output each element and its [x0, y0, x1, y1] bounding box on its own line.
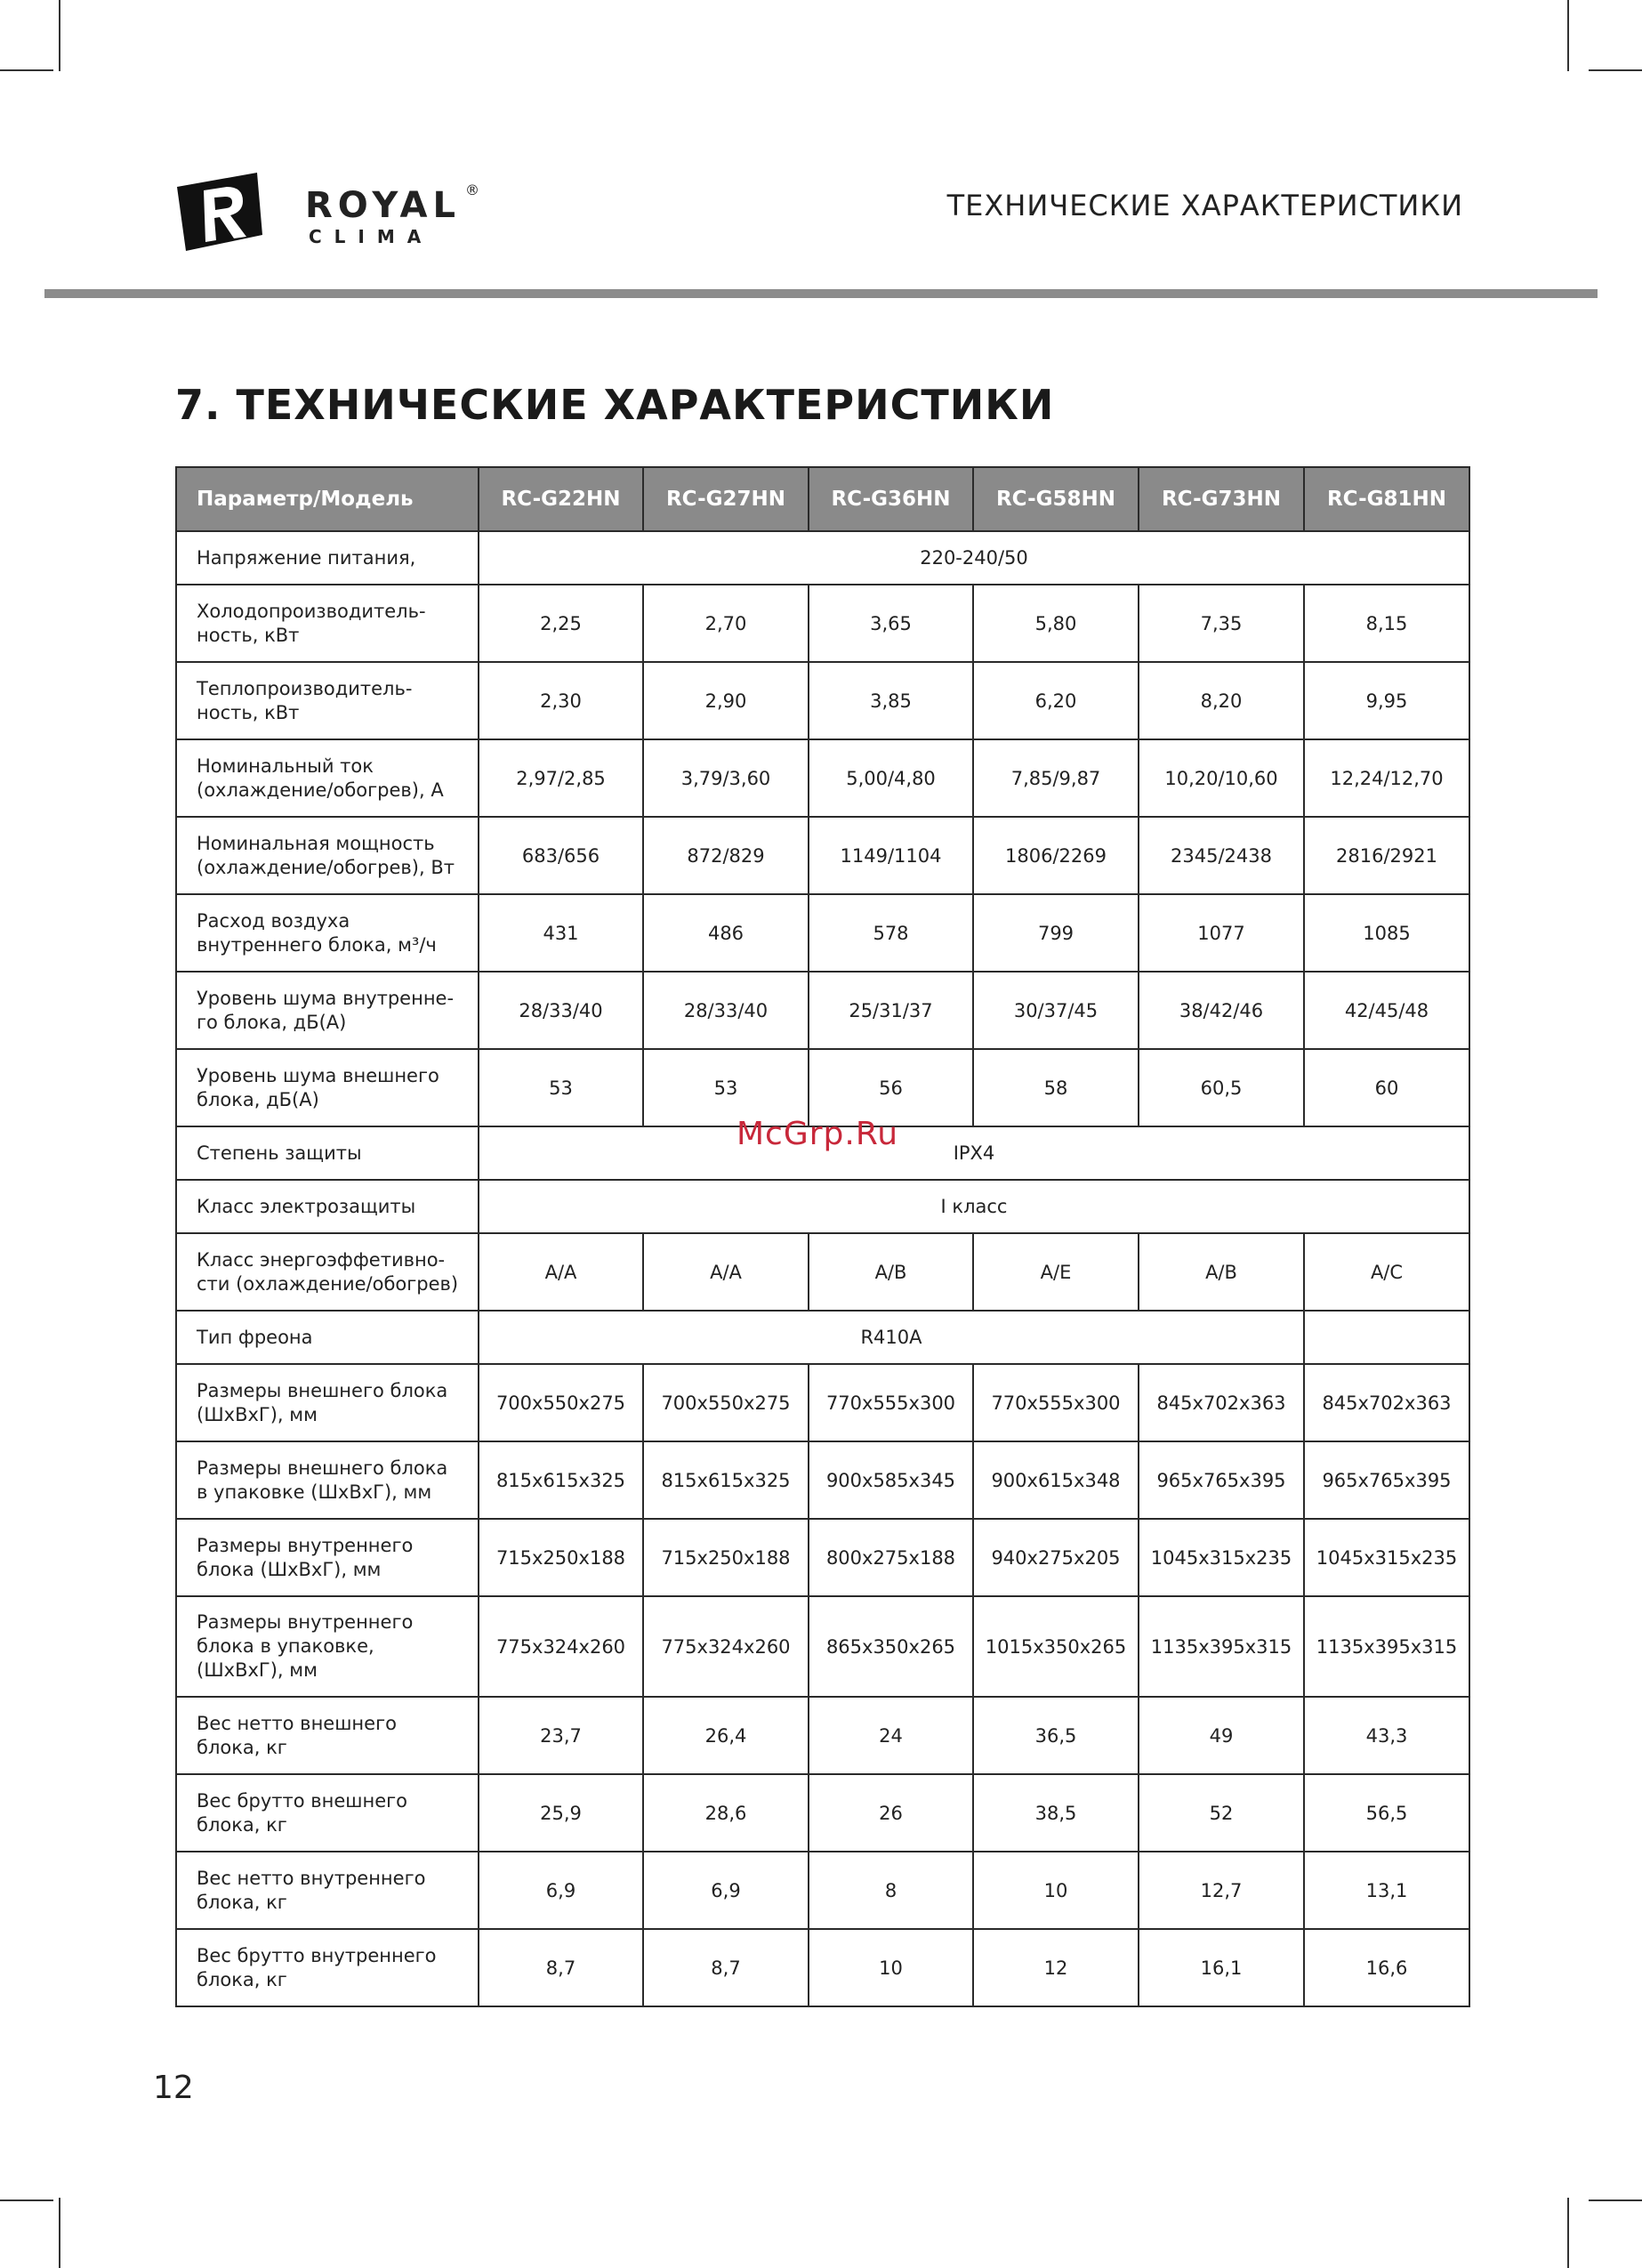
param-line: Вес нетто внутреннего	[197, 1867, 426, 1889]
value-cell: 7,85/9,87	[973, 739, 1139, 817]
value-cell: 38,5	[973, 1774, 1139, 1852]
header-cell: RC-G58HN	[973, 467, 1139, 531]
header-section-label: ТЕХНИЧЕСКИЕ ХАРАКТЕРИСТИКИ	[946, 189, 1463, 222]
param-line: Размеры внешнего блока	[197, 1379, 448, 1401]
value-cell: 799	[973, 894, 1139, 972]
param-line: (ШхВхГ), мм	[197, 1659, 318, 1681]
param-cell	[176, 662, 479, 739]
param-line: ность, кВт	[197, 624, 300, 646]
param-cell	[176, 1774, 479, 1852]
param-line: Номинальная мощность	[197, 832, 435, 854]
table-row	[176, 972, 1469, 1049]
value-cell: 28/33/40	[479, 972, 643, 1049]
brand-logo	[173, 169, 494, 267]
value-cell: 3,85	[809, 662, 973, 739]
header-cell: RC-G27HN	[643, 467, 809, 531]
value-cell: 24	[809, 1697, 973, 1774]
header-rule	[44, 289, 1598, 298]
table-row	[176, 1364, 1469, 1441]
param-cell	[176, 1311, 479, 1364]
value-cell: 2,25	[479, 585, 643, 662]
table-row	[176, 662, 1469, 739]
param-cell	[176, 972, 479, 1049]
value-cell: 715x250x188	[643, 1519, 809, 1596]
table-row	[176, 531, 1469, 585]
table-row	[176, 1596, 1469, 1697]
value-cell: 16,1	[1139, 1929, 1304, 2006]
value-cell: 12	[973, 1929, 1139, 2006]
table-row	[176, 1311, 1469, 1364]
value-cell: 3,79/3,60	[643, 739, 809, 817]
value-cell: 775x324x260	[643, 1596, 809, 1697]
value-cell: A/E	[973, 1233, 1139, 1311]
value-cell: 5,00/4,80	[809, 739, 973, 817]
value-cell: 28,6	[643, 1774, 809, 1852]
value-cell: 6,9	[643, 1852, 809, 1929]
param-line: ность, кВт	[197, 701, 300, 723]
value-cell: 26	[809, 1774, 973, 1852]
param-cell	[176, 894, 479, 972]
value-cell: 220-240/50	[479, 531, 1469, 585]
param-line: (ШхВхГ), мм	[197, 1403, 318, 1425]
value-cell: 30/37/45	[973, 972, 1139, 1049]
value-cell: 1045x315x235	[1304, 1519, 1469, 1596]
param-cell	[176, 531, 479, 585]
value-cell: 2816/2921	[1304, 817, 1469, 894]
value-cell: 770x555x300	[973, 1364, 1139, 1441]
value-cell: 8,15	[1304, 585, 1469, 662]
value-cell: 965x765x395	[1139, 1441, 1304, 1519]
value-cell	[1304, 1311, 1469, 1364]
value-cell: A/B	[1139, 1233, 1304, 1311]
value-cell: 60	[1304, 1049, 1469, 1126]
param-line: (охлаждение/обогрев), Вт	[197, 856, 455, 878]
header-cell: Параметр/Модель	[176, 467, 479, 531]
param-line: внутреннего блока, м³/ч	[197, 933, 437, 956]
crop-mark	[0, 69, 53, 71]
param-line: го блока, дБ(А)	[197, 1011, 347, 1033]
value-cell: I класс	[479, 1180, 1469, 1233]
value-cell: 36,5	[973, 1697, 1139, 1774]
value-cell: 900x615x348	[973, 1441, 1139, 1519]
value-cell: 872/829	[643, 817, 809, 894]
table-row	[176, 1519, 1469, 1596]
value-cell: 12,24/12,70	[1304, 739, 1469, 817]
param-line: Вес брутто внутреннего	[197, 1944, 437, 1966]
table-row	[176, 1697, 1469, 1774]
page-number: 12	[153, 2070, 194, 2106]
value-cell: 8,7	[643, 1929, 809, 2006]
value-cell: 775x324x260	[479, 1596, 643, 1697]
value-cell: 845x702x363	[1139, 1364, 1304, 1441]
param-line: Напряжение питания,	[197, 546, 416, 569]
param-line: блока, кг	[197, 1968, 287, 1990]
value-cell: 2,90	[643, 662, 809, 739]
table-row	[176, 817, 1469, 894]
table-row	[176, 585, 1469, 662]
param-line: Теплопроизводитель-	[197, 677, 413, 699]
value-cell: 6,9	[479, 1852, 643, 1929]
value-cell: 1085	[1304, 894, 1469, 972]
value-cell: 865x350x265	[809, 1596, 973, 1697]
value-cell: 2345/2438	[1139, 817, 1304, 894]
value-cell: 58	[973, 1049, 1139, 1126]
param-line: блока, дБ(А)	[197, 1088, 319, 1110]
value-cell: 1045x315x235	[1139, 1519, 1304, 1596]
logo-r-icon	[173, 169, 262, 254]
param-cell	[176, 1126, 479, 1180]
value-cell: 431	[479, 894, 643, 972]
table-row	[176, 894, 1469, 972]
value-cell: 10,20/10,60	[1139, 739, 1304, 817]
logo-clima-text: CLIMA	[309, 226, 434, 247]
param-line: Класс электрозащиты	[197, 1195, 416, 1217]
value-cell: 770x555x300	[809, 1364, 973, 1441]
value-cell: 2,70	[643, 585, 809, 662]
value-cell: 2,97/2,85	[479, 739, 643, 817]
param-line: Размеры внутреннего	[197, 1611, 414, 1633]
header-cell: RC-G36HN	[809, 467, 973, 531]
value-cell: IPX4	[479, 1126, 1469, 1180]
param-line: в упаковке (ШхВхГ), мм	[197, 1481, 432, 1503]
param-line: Расход воздуха	[197, 909, 350, 932]
crop-mark	[1589, 69, 1642, 71]
value-cell: 486	[643, 894, 809, 972]
param-cell	[176, 739, 479, 817]
value-cell: 8,7	[479, 1929, 643, 2006]
watermark: McGrp.Ru	[736, 1116, 899, 1152]
header-cell: RC-G73HN	[1139, 467, 1304, 531]
crop-mark	[59, 0, 60, 71]
param-cell	[176, 1180, 479, 1233]
table-row	[176, 1774, 1469, 1852]
table-row	[176, 1441, 1469, 1519]
spec-table	[175, 466, 1470, 2007]
value-cell: 10	[809, 1929, 973, 2006]
value-cell: 965x765x395	[1304, 1441, 1469, 1519]
value-cell: 13,1	[1304, 1852, 1469, 1929]
value-cell: 940x275x205	[973, 1519, 1139, 1596]
param-cell	[176, 1852, 479, 1929]
section-title: 7. ТЕХНИЧЕСКИЕ ХАРАКТЕРИСТИКИ	[175, 381, 1055, 429]
param-cell	[176, 1441, 479, 1519]
table-row	[176, 739, 1469, 817]
param-line: Тип фреона	[197, 1326, 313, 1348]
crop-mark	[0, 2199, 53, 2201]
param-line: блока, кг	[197, 1891, 287, 1913]
param-cell	[176, 1697, 479, 1774]
param-cell	[176, 1596, 479, 1697]
param-line: сти (охлаждение/обогрев)	[197, 1272, 459, 1295]
value-cell: 715x250x188	[479, 1519, 643, 1596]
param-line: Вес нетто внешнего	[197, 1712, 397, 1734]
param-cell	[176, 1929, 479, 2006]
value-cell: 900x585x345	[809, 1441, 973, 1519]
value-cell: 9,95	[1304, 662, 1469, 739]
param-cell	[176, 1519, 479, 1596]
logo-royal-text: ROYAL	[305, 185, 461, 226]
value-cell: 10	[973, 1852, 1139, 1929]
table-row	[176, 1852, 1469, 1929]
param-cell	[176, 585, 479, 662]
value-cell: A/C	[1304, 1233, 1469, 1311]
value-cell: A/A	[479, 1233, 643, 1311]
param-line: блока, кг	[197, 1736, 287, 1758]
value-cell: A/A	[643, 1233, 809, 1311]
value-cell: 53	[479, 1049, 643, 1126]
param-line: Класс энергоэффетивно-	[197, 1248, 446, 1271]
value-cell: 56	[809, 1049, 973, 1126]
table-header-row	[176, 467, 1469, 531]
value-cell: 1806/2269	[973, 817, 1139, 894]
page-header	[173, 169, 1463, 267]
value-cell: 1149/1104	[809, 817, 973, 894]
value-cell: 26,4	[643, 1697, 809, 1774]
value-cell: 25/31/37	[809, 972, 973, 1049]
param-line: Холодопроизводитель-	[197, 600, 426, 622]
value-cell: 16,6	[1304, 1929, 1469, 2006]
value-cell: 52	[1139, 1774, 1304, 1852]
value-cell: 1135x395x315	[1139, 1596, 1304, 1697]
crop-mark	[1589, 2199, 1642, 2201]
param-cell	[176, 1233, 479, 1311]
value-cell: 38/42/46	[1139, 972, 1304, 1049]
param-line: Уровень шума внутренне-	[197, 987, 455, 1009]
header-cell: RC-G22HN	[479, 467, 643, 531]
param-line: Размеры внутреннего	[197, 1534, 414, 1556]
param-line: Размеры внешнего блока	[197, 1457, 448, 1479]
table-row	[176, 1929, 1469, 2006]
value-cell: 49	[1139, 1697, 1304, 1774]
param-line: Степень защиты	[197, 1142, 362, 1164]
param-line: блока в упаковке,	[197, 1635, 374, 1657]
crop-mark	[1567, 2198, 1569, 2268]
value-cell: 815x615x325	[643, 1441, 809, 1519]
value-cell: 8,20	[1139, 662, 1304, 739]
value-cell: 60,5	[1139, 1049, 1304, 1126]
value-cell: 2,30	[479, 662, 643, 739]
value-cell: 845x702x363	[1304, 1364, 1469, 1441]
value-cell: 1015x350x265	[973, 1596, 1139, 1697]
logo-registered-mark: ®	[465, 182, 479, 198]
value-cell: 815x615x325	[479, 1441, 643, 1519]
value-cell: 23,7	[479, 1697, 643, 1774]
value-cell: 1077	[1139, 894, 1304, 972]
value-cell: 56,5	[1304, 1774, 1469, 1852]
value-cell: 53	[643, 1049, 809, 1126]
value-cell: 800x275x188	[809, 1519, 973, 1596]
param-line: блока, кг	[197, 1813, 287, 1836]
param-line: Вес брутто внешнего	[197, 1789, 408, 1812]
param-line: (охлаждение/обогрев), А	[197, 779, 444, 801]
value-cell: 42/45/48	[1304, 972, 1469, 1049]
param-line: Номинальный ток	[197, 755, 374, 777]
param-line: Уровень шума внешнего	[197, 1064, 439, 1086]
value-cell: 1135x395x315	[1304, 1596, 1469, 1697]
value-cell: 7,35	[1139, 585, 1304, 662]
table-body	[176, 531, 1469, 2006]
crop-mark	[1567, 0, 1569, 71]
value-cell: 700x550x275	[479, 1364, 643, 1441]
value-cell: 6,20	[973, 662, 1139, 739]
value-cell: A/B	[809, 1233, 973, 1311]
value-cell: 8	[809, 1852, 973, 1929]
value-cell: 3,65	[809, 585, 973, 662]
param-cell	[176, 1049, 479, 1126]
value-cell: 578	[809, 894, 973, 972]
value-cell: 12,7	[1139, 1852, 1304, 1929]
header-cell: RC-G81HN	[1304, 467, 1469, 531]
table-row	[176, 1233, 1469, 1311]
crop-mark	[59, 2198, 60, 2268]
table-row	[176, 1049, 1469, 1126]
value-cell: 700x550x275	[643, 1364, 809, 1441]
value-cell: 28/33/40	[643, 972, 809, 1049]
param-cell	[176, 817, 479, 894]
value-cell: R410A	[479, 1311, 1304, 1364]
param-cell	[176, 1364, 479, 1441]
value-cell: 25,9	[479, 1774, 643, 1852]
value-cell: 43,3	[1304, 1697, 1469, 1774]
table-row	[176, 1180, 1469, 1233]
param-line: блока (ШхВхГ), мм	[197, 1558, 382, 1580]
value-cell: 5,80	[973, 585, 1139, 662]
value-cell: 683/656	[479, 817, 643, 894]
